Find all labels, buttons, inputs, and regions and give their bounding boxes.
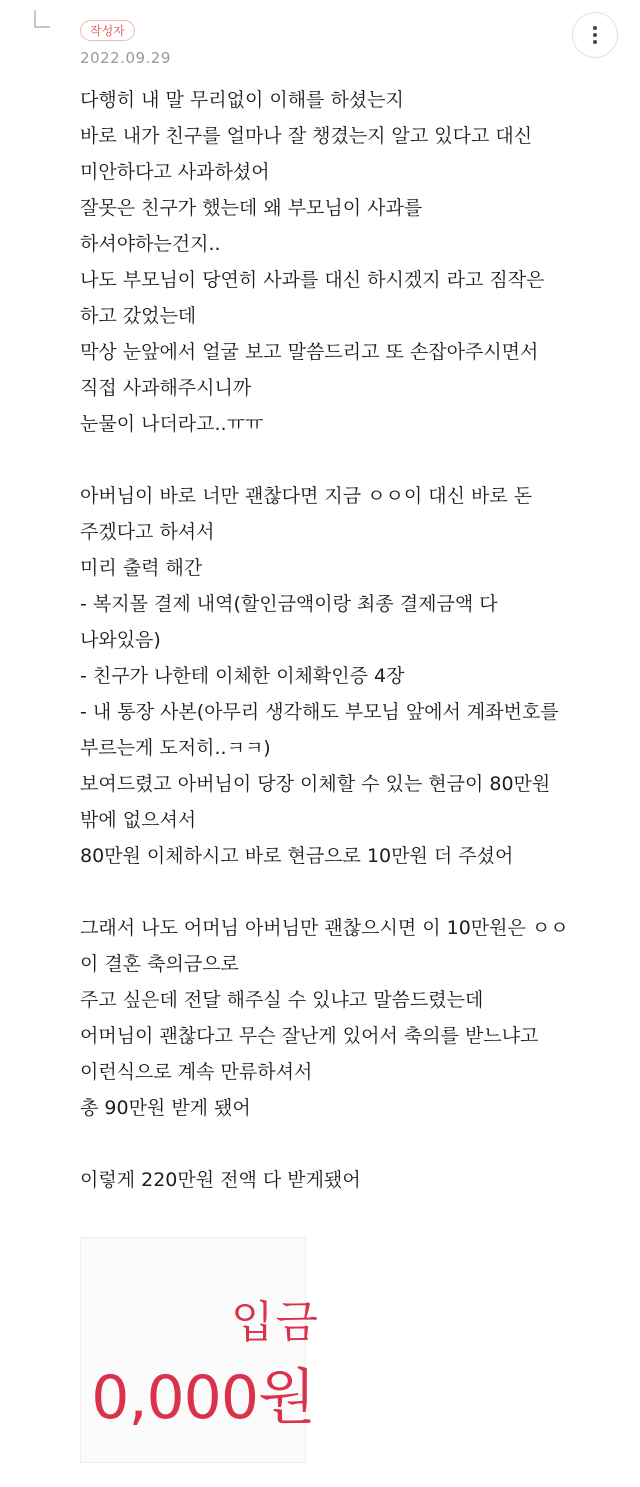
comment-line: 이런식으로 계속 만류하셔서: [80, 1061, 313, 1083]
comment-line: 그래서 나도 어머님 아버님만 괜찮으시면 이 10만원은 ㅇㅇ: [80, 917, 569, 939]
author-badge: 작성자: [80, 20, 135, 41]
comment-line: 직접 사과해주시니까: [80, 377, 252, 399]
comment-line: 80만원 이체하시고 바로 현금으로 10만원 더 주셨어: [80, 845, 514, 867]
comment-line: [80, 442, 600, 478]
image-deposit-label: 입금: [231, 1297, 321, 1348]
comment-line: 미리 출력 해간: [80, 557, 203, 579]
more-vertical-icon-dot: [593, 40, 597, 44]
comment-line: 총 90만원 받게 됐어: [80, 1097, 251, 1119]
more-vertical-icon: [593, 26, 597, 30]
comment-line: - 친구가 나한테 이체한 이체확인증 4장: [80, 665, 405, 687]
comment-line: [80, 1126, 600, 1162]
comment-line: 주고 싶은데 전달 해주실 수 있냐고 말씀드렸는데: [80, 989, 484, 1011]
comment-line: 아버님이 바로 너만 괜찮다면 지금 ㅇㅇ이 대신 바로 돈: [80, 485, 533, 507]
comment-body: [80, 82, 600, 1198]
comment-line: 막상 눈앞에서 얼굴 보고 말씀드리고 또 손잡아주시면서: [80, 341, 539, 363]
comment-line: 다행히 내 말 무리없이 이해를 하셨는지: [80, 89, 404, 111]
comment-line: 보여드렸고 아버님이 당장 이체할 수 있는 현금이 80만원: [80, 773, 551, 795]
comment-line: 눈물이 나더라고..ㅠㅠ: [80, 413, 264, 435]
comment-line: 이 결혼 축의금으로: [80, 953, 239, 975]
comment-line: - 내 통장 사본(아무리 생각해도 부모님 앞에서 계좌번호를: [80, 701, 559, 723]
comment-line: 부르는게 도저히..ㅋㅋ): [80, 737, 271, 759]
comment-line: 나도 부모님이 당연히 사과를 대신 하시겠지 라고 짐작은: [80, 269, 545, 291]
image-deposit-amount: 0,000원: [91, 1363, 315, 1433]
comment-line: 하셔야하는건지..: [80, 233, 221, 255]
comment-date: 2022.09.29: [80, 49, 171, 67]
comment-line: 이렇게 220만원 전액 다 받게됐어: [80, 1169, 361, 1191]
more-vertical-icon-dot: [593, 33, 597, 37]
comment-line: 바로 내가 친구를 얼마나 잘 챙겼는지 알고 있다고 대신: [80, 125, 533, 147]
more-options-button[interactable]: [572, 12, 618, 58]
comment-line: 하고 갔었는데: [80, 305, 197, 327]
comment-line: 나와있음): [80, 629, 161, 651]
reply-indent-icon: [34, 10, 50, 28]
comment-line: [80, 874, 600, 910]
comment-line: 주겠다고 하셔서: [80, 521, 215, 543]
comment-line: 어머님이 괜찮다고 무슨 잘난게 있어서 축의를 받느냐고: [80, 1025, 539, 1047]
comment-line: 미안하다고 사과하셨어: [80, 161, 270, 183]
attached-image[interactable]: [80, 1237, 321, 1463]
comment-line: - 복지몰 결제 내역(할인금액이랑 최종 결제금액 다: [80, 593, 498, 615]
comment-line: 밖에 없으셔서: [80, 809, 197, 831]
comment-line: 잘못은 친구가 했는데 왜 부모님이 사과를: [80, 197, 423, 219]
